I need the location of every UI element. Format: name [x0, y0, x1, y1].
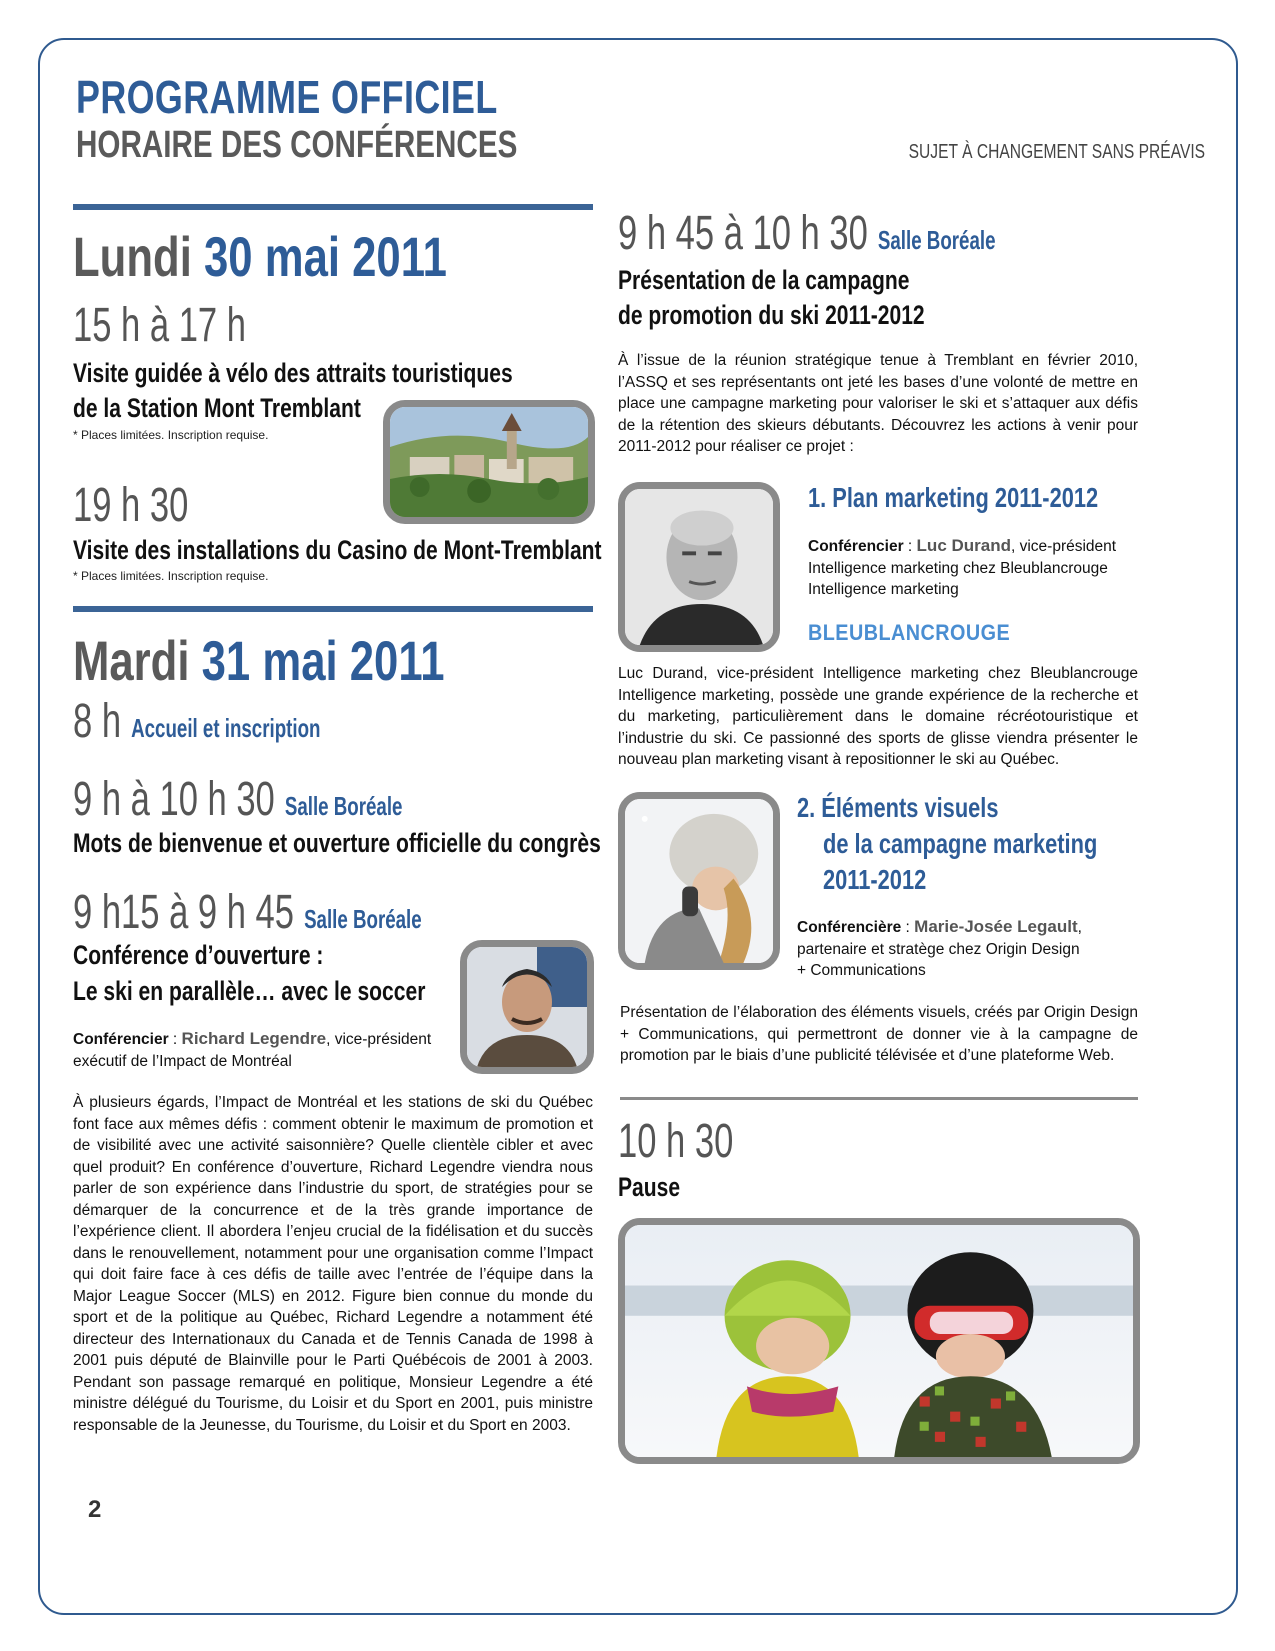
event-title: Visite des installations du Casino de Mont-Tremblant	[73, 535, 602, 565]
event-time-welcome	[73, 694, 320, 749]
campaign-part2-title: 2011-2012	[823, 864, 927, 895]
speaker-role: , vice-président	[326, 1031, 432, 1048]
event-time: 9 h15 à 9 h 45	[73, 886, 294, 939]
event-title: Visite guidée à vélo des attraits touristiques	[73, 358, 513, 388]
event-title: Le ski en parallèle… avec le soccer	[73, 976, 426, 1006]
day-name: Lundi	[73, 225, 192, 288]
event-title: Conférence d’ouverture :	[73, 940, 324, 970]
event-time: 8 h	[73, 695, 122, 748]
campaign-part2-title: 2. Éléments visuels	[797, 792, 999, 823]
photo-mont-tremblant-village	[383, 400, 595, 524]
event-title: Présentation de la campagne	[618, 265, 910, 295]
speaker-role: Intelligence marketing	[808, 581, 959, 598]
day-heading-monday	[73, 224, 447, 289]
photo-luc-durand	[618, 482, 780, 652]
event-title: de promotion du ski 2011-2012	[618, 300, 925, 330]
section-divider-monday	[73, 204, 593, 210]
event-time: 15 h à 17 h	[73, 299, 246, 352]
speaker-role: ,	[1077, 919, 1082, 936]
event-time: 10 h 30	[618, 1115, 734, 1168]
speaker-label: Conférencier	[73, 1031, 169, 1048]
part2-speaker	[797, 916, 1137, 982]
section-divider-pause	[620, 1097, 1138, 1100]
speaker-name: Marie-Josée Legault	[914, 917, 1078, 936]
bleublancrouge-logo: BLEUBLANCROUGE	[808, 620, 1011, 645]
speaker-role: + Communications	[797, 962, 926, 979]
event-time: 19 h 30	[73, 479, 189, 532]
speaker-label: Conférencière	[797, 919, 902, 936]
speaker-name: Luc Durand	[916, 536, 1011, 555]
day-date: 31 mai 2011	[201, 629, 445, 692]
campaign-part1-title: 1. Plan marketing 2011-2012	[808, 482, 1099, 513]
event-title: Pause	[618, 1172, 681, 1202]
campaign-part2-title: de la campagne marketing	[823, 828, 1098, 859]
speaker-label: Conférencier	[808, 538, 904, 555]
event-title: Mots de bienvenue et ouverture officielle du congrès	[73, 828, 601, 858]
event-room: Salle Boréale	[304, 904, 422, 934]
event-note: * Places limitées. Inscription requise.	[73, 569, 269, 583]
event-time-opening	[73, 772, 402, 827]
event-room: Salle Boréale	[877, 225, 996, 255]
event-title: de la Station Mont Tremblant	[73, 393, 361, 423]
speaker-role: Intelligence marketing chez Bleublancrouge	[808, 559, 1108, 577]
photo-marie-josee-legault	[618, 792, 780, 970]
keynote-description: À plusieurs égards, l’Impact de Montréal et les stations de ski du Québec font face aux mêmes défis : comment obtenir le maximum de promotion et de visibilité avec une activité saisonnière? Quelle clientèle cibler et avec quel produit? En conférence d’ouverture, Richard Legendre viendra nous parler de son expérience dans l’industrie du sport, de stratégies pour se démarquer de la concurrence et de la très grande importance de l’expérience client. Il abordera l’enjeu crucial de la fidélisation et du succès dans le renouvellement, notamment pour une organisation comme l’Impact qui doit faire face à ces défis de taille avec l’entrée de l’équipe dans la Major League Soccer (MLS) en 2012. Figure bien connue du monde du sport et de la politique au Québec, Richard Legendre a notamment été directeur des Internationaux du Canada et de Tennis Canada de 1998 à 2001 puis député de Blainville pour le Parti Québécois de 2001 à 2003. Pendant son passage remarqué en politique, Monsieur Legendre a été ministre délégué du Tourisme, du Loisir et du Sport en 2001, puis ministre responsable de la Jeunesse, du Tourisme, du Loisir et du Sport en 2003.	[73, 1094, 593, 1434]
part1-description: Luc Durand, vice-président Intelligence marketing chez Bleublancrouge Intelligence marketing, possède une grande expérience de la recherche et du marketing, particulièrement dans le domaine récréotouristique et l’industrie du ski. Ce passionné des sports de glisse viendra présenter le nouveau plan marketing visant à repositionner le ski au Québec.	[618, 665, 1138, 768]
event-time: 9 h 45 à 10 h 30	[618, 207, 868, 260]
speaker-role: partenaire et stratège chez Origin Design	[797, 940, 1080, 958]
speaker-separator: :	[903, 538, 917, 555]
page-subtitle: HORAIRE DES CONFÉRENCES	[76, 124, 518, 166]
speaker-separator: :	[901, 919, 915, 936]
part2-description: Présentation de l’élaboration des éléments visuels, créés par Origin Design + Communications, qui permettront de donner vie à la campagne de promotion par le biais d’une publicité télévisée et d’une plateforme Web.	[620, 1004, 1138, 1064]
event-room: Salle Boréale	[284, 791, 403, 821]
day-heading-tuesday	[73, 628, 445, 693]
event-time: 9 h à 10 h 30	[73, 773, 275, 826]
speaker-separator: :	[168, 1031, 182, 1048]
page-number: 2	[88, 1496, 102, 1523]
speaker-role: , vice-président	[1011, 538, 1117, 555]
photo-kids-skiing	[618, 1218, 1140, 1464]
photo-richard-legendre	[460, 940, 594, 1074]
day-name: Mardi	[73, 629, 190, 692]
speaker-role: exécutif de l’Impact de Montréal	[73, 1052, 292, 1070]
section-divider-tuesday	[73, 606, 593, 612]
day-date: 30 mai 2011	[204, 225, 447, 288]
campaign-intro: À l’issue de la réunion stratégique tenue à Tremblant en février 2010, l’ASSQ et ses représentants ont jeté les bases d’une volonté de mettre en place une campagne marketing pour valoriser le ski et s’attaquer aux défis de la rétention des skieurs débutants. Découvrez les actions à venir pour 2011-2012 pour réaliser ce projet :	[618, 352, 1138, 455]
event-time-campaign	[618, 206, 995, 261]
speaker-name: Richard Legendre	[181, 1029, 327, 1048]
change-notice: SUJET À CHANGEMENT SANS PRÉAVIS	[908, 141, 1205, 163]
event-label: Accueil et inscription	[131, 713, 321, 743]
event-time-keynote	[73, 885, 422, 940]
page-title: PROGRAMME OFFICIEL	[76, 71, 498, 123]
part1-speaker	[808, 535, 1148, 601]
event-note: * Places limitées. Inscription requise.	[73, 428, 269, 442]
keynote-speaker	[73, 1028, 453, 1072]
